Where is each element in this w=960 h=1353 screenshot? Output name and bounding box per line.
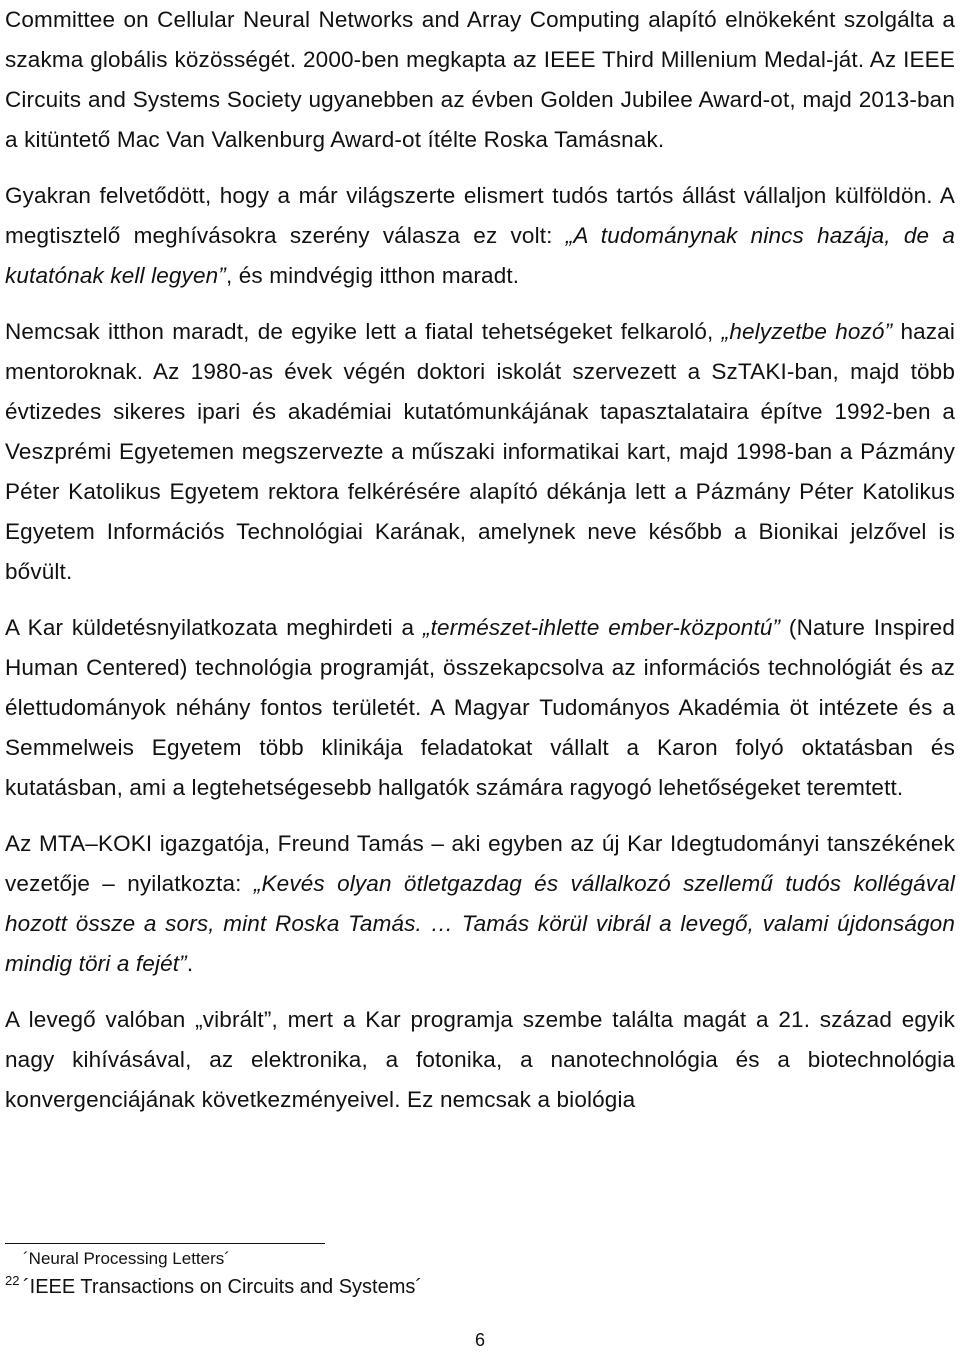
text-segment: , és mindvégig itthon maradt.: [225, 263, 520, 288]
paragraph-mission: [5, 608, 955, 808]
footnote-1-text: ´Neural Processing Letters´: [23, 1249, 230, 1268]
paragraph-freund-quote: [5, 824, 955, 984]
paragraph-mentoring: [5, 312, 955, 592]
paragraph-awards: Committee on Cellular Neural Networks and Array Computing alapító elnökeként szolgálta a szakma globális közösségét. 2000-ben megkapta az IEEE Third Millenium Medal-ját. Az IEEE Circuits and Systems Society ugyanebben az évben Golden Jubilee Award-ot, majd 2013-ban a kitüntető Mac Van Valkenburg Award-ot ítélte Roska Tamásnak.: [5, 7, 955, 152]
text-segment: hazai mentoroknak. Az 1980-as évek végén doktori iskolát szervezett a SzTAKI-ban, majd több évtizedes sikeres ipari és akadémiai kutatómunkájának tapasztalataira építve 1992-ben a Veszprémi Egyetemen megszervezte a műszaki informatikai kart, majd 1998-ban a Pázmány Péter Katolikus Egyetem rektora felkérésére alapító dékánja lett a Pázmány Péter Katolikus Egyetem Információs Technológiai Karának, amelynek neve később a Bionikai jelzővel is bővült.: [5, 319, 955, 584]
text-segment: Nemcsak itthon maradt, de egyike lett a fiatal tehetségeket felkaroló,: [5, 319, 722, 344]
footnotes: [5, 1243, 955, 1302]
page-number: 6: [474, 1330, 485, 1350]
quote-italic: „Kevés olyan ötletgazdag és vállalkozó szellemű tudós kollégával hozott össze a sors, mint Roska Tamás. … Tamás körül vibrál a levegő, valami újdonságon mindig töri a fejét”: [5, 871, 956, 976]
text-segment: Gyakran felvetődött, hogy a már világszerte elismert tudós tartós állást vállaljon külföldön. A megtisztelő meghívásokra szerény válasza ez volt:: [5, 183, 955, 248]
quote-italic: „A tudománynak nincs hazája, de a kutatónak kell legyen”: [5, 223, 955, 288]
quote-italic: „természet-ihlette ember-központú”: [422, 615, 781, 640]
footnote-2-text: ´IEEE Transactions on Circuits and Systems´: [23, 1276, 423, 1298]
paragraph-stayed-home: [5, 176, 955, 296]
quote-italic: „helyzetbe hozó”: [721, 319, 893, 344]
text-segment: Az MTA–KOKI igazgatója, Freund Tamás – aki egyben az új Kar Idegtudományi tanszékének vezetője – nyilatkozta:: [5, 831, 955, 896]
footnote-divider: [5, 1243, 325, 1244]
text-segment: .: [186, 951, 194, 976]
text-segment: (Nature Inspired Human Centered) technológia programját, összekapcsolva az információs technológiát és az élettudományok néhány fontos területét. A Magyar Tudományos Akadémia öt intézete és a Semmelweis Egyetem több klinikája feladatokat vállalt a Karon folyó oktatásban és kutatásban, ami a legtehetségesebb hallgatók számára ragyogó lehetőségeket teremtett.: [5, 615, 955, 800]
footnote-2-number: 22: [5, 1273, 20, 1288]
text-segment: A Kar küldetésnyilatkozata meghirdeti a: [5, 615, 423, 640]
document-body: [5, 0, 955, 1120]
paragraph-21st-century: A levegő valóban „vibrált”, mert a Kar programja szembe találta magát a 21. század egyik nagy kihívásával, az elektronika, a fotonika, a nanotechnológia és a biotechnológia konvergenciájának következményeivel. Ez nemcsak a biológia: [5, 1007, 955, 1112]
footnote-1: [5, 1246, 955, 1272]
footnote-2: [5, 1272, 955, 1302]
